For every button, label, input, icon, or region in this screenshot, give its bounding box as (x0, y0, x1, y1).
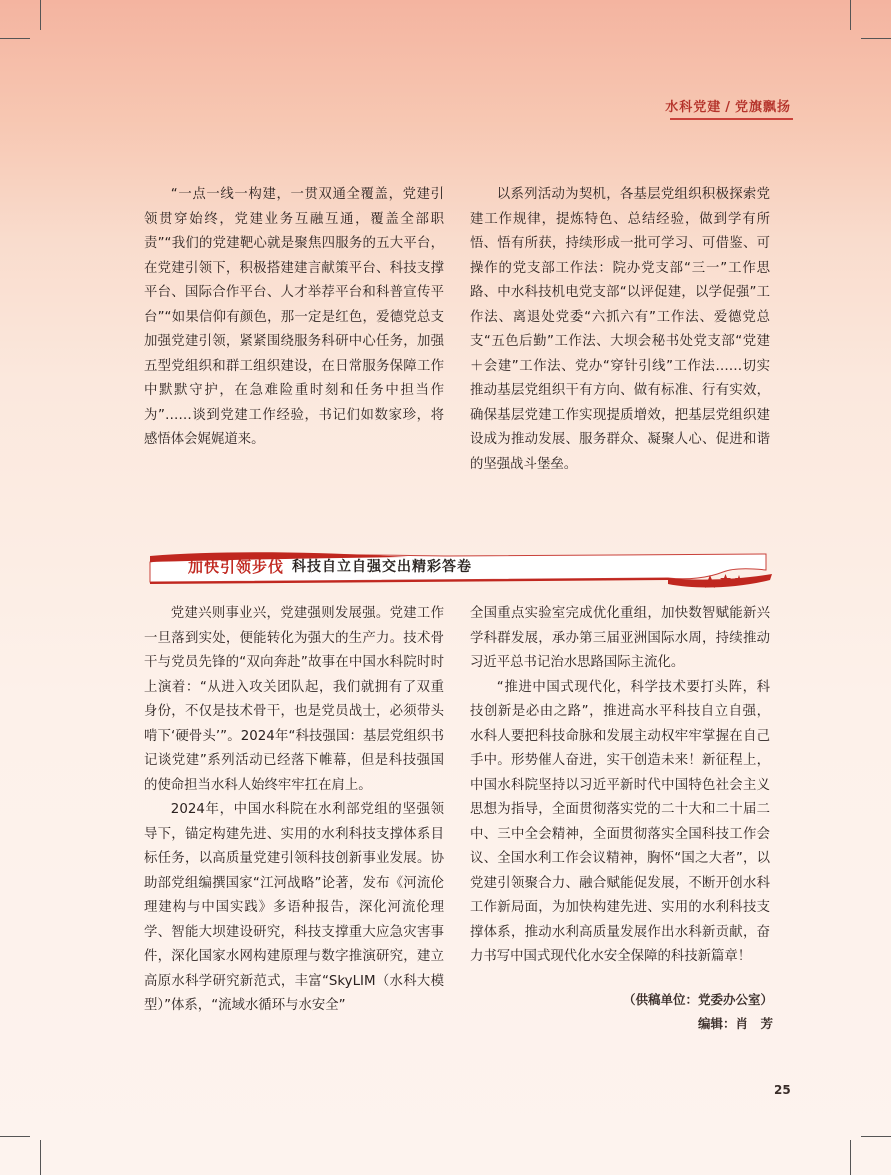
banner-title-red: 加快引领步伐 (188, 558, 285, 576)
crop-mark (850, 0, 851, 30)
paragraph: 全国重点实验室完成优化重组，加快数智赋能新兴学科群发展，承办第三届亚洲国际水周，持续推动习近平总书记治水思路国际主流化。 (470, 606, 770, 670)
article-column-bottom-left (144, 602, 444, 1019)
paragraph: 以系列活动为契机，各基层党组织积极探索党建工作规律，提炼特色、总结经验，做到学有所悟、悟有所获，持续形成一批可学习、可借鉴、可操作的党支部工作法：院办党支部“三一”工作思路、中水科技机电党支部“以评促建，以学促强”工作法、离退处党委“六抓六有”工作法、爱德党总支“五色后勤”工作法、大坝会秘书处党支部“党建＋会建”工作法、党办“穿针引线”工作法……切实推动基层党组织干有方向、做有标准、行有实效，确保基层党建工作实现提质增效，把基层党组织建设成为推动发展、服务群众、凝聚人心、促进和谐的坚强战斗堡垒。 (470, 187, 770, 472)
crop-mark (40, 1140, 41, 1175)
header-rule (670, 118, 793, 120)
crop-mark (0, 38, 30, 39)
page-number: 25 (774, 1083, 791, 1097)
crop-mark (40, 0, 41, 30)
header-section: 水科党建 (665, 100, 722, 115)
paragraph: “一点一线一构建，一贯双通全覆盖，党建引领贯穿始终，党建业务互融互通，覆盖全部职责”“我们的党建靶心就是聚焦四服务的五大平台，在党建引领下，积极搭建建言献策平台、科技支撑平台、国际合作平台、人才举荐平台和科普宣传平台”“如果信仰有颜色，那一定是红色，爱德党总支加强党建引领，紧紧围绕服务科研中心任务，加强五型党组织和群工组织建设，在日常服务保障工作中默默守护，在急难险重时刻和任务中担当作为”……谈到党建工作经验，书记们如数家珍，将感悟体会娓娓道来。 (144, 187, 444, 447)
article-column-top-left (144, 183, 444, 453)
crop-mark (861, 38, 891, 39)
running-header (665, 96, 791, 115)
article-column-bottom-right (470, 602, 770, 970)
header-separator: / (725, 100, 731, 115)
header-column: 党旗飘扬 (734, 100, 791, 115)
crop-mark (861, 1136, 891, 1137)
article-column-top-right (470, 183, 770, 477)
crop-mark (0, 1136, 30, 1137)
section-banner (148, 548, 772, 592)
banner-title-black: 科技自立自强交出精彩答卷 (292, 559, 472, 575)
paragraph: 2024年，中国水科院在水利部党组的坚强领导下，锚定构建先进、实用的水利科技支撑体系目标任务，以高质量党建引领科技创新事业发展。协助部党组编撰国家“江河战略”论著，发布《河流伦理建构与中国实践》多语种报告，深化河流伦理学、智能大坝建设研究，科技支撑重大应急灾害事件，深化国家水网构建原理与数字推演研究，建立高原水科学研究新范式，丰富“SkyLIM（水科大模型）”体系，“流域水循环与水安全” (144, 802, 444, 1013)
crop-mark (850, 1140, 851, 1175)
supplier-credit: （供稿单位：党委办公室） (622, 992, 773, 1007)
paragraph: 党建兴则事业兴，党建强则发展强。党建工作一旦落到实处，便能转化为强大的生产力。技术骨干与党员先锋的“双向奔赴”故事在中国水科院时时上演着：“从进入攻关团队起，我们就拥有了双重身份，不仅是技术骨干，也是党员战士，必须带头啃下‘硬骨头’”。2024年“科技强国：基层党组织书记谈党建”系列活动已经落下帷幕，但是科技强国的使命担当水科人始终牢牢扛在肩上。 (144, 606, 444, 793)
editor-credit: 编辑：肖 芳 (697, 1016, 773, 1031)
paragraph: “推进中国式现代化，科学技术要打头阵，科技创新是必由之路”，推进高水平科技自立自强，水科人要把科技命脉和发展主动权牢牢掌握在自己手中。形势催人奋进，实干创造未来！新征程上，中国水科院坚持以习近平新时代中国特色社会主义思想为指导，全面贯彻落实党的二十大和二十届二中、三中全会精神，全面贯彻落实全国科技工作会议、全国水利工作会议精神，胸怀“国之大者”，以党建引领聚合力、融合赋能促发展，不断开创水科工作新局面，为加快构建先进、实用的水利科技支撑体系，推动水利高质量发展作出水科新贡献，奋力书写中国式现代化水安全保障的科技新篇章！ (470, 679, 770, 964)
